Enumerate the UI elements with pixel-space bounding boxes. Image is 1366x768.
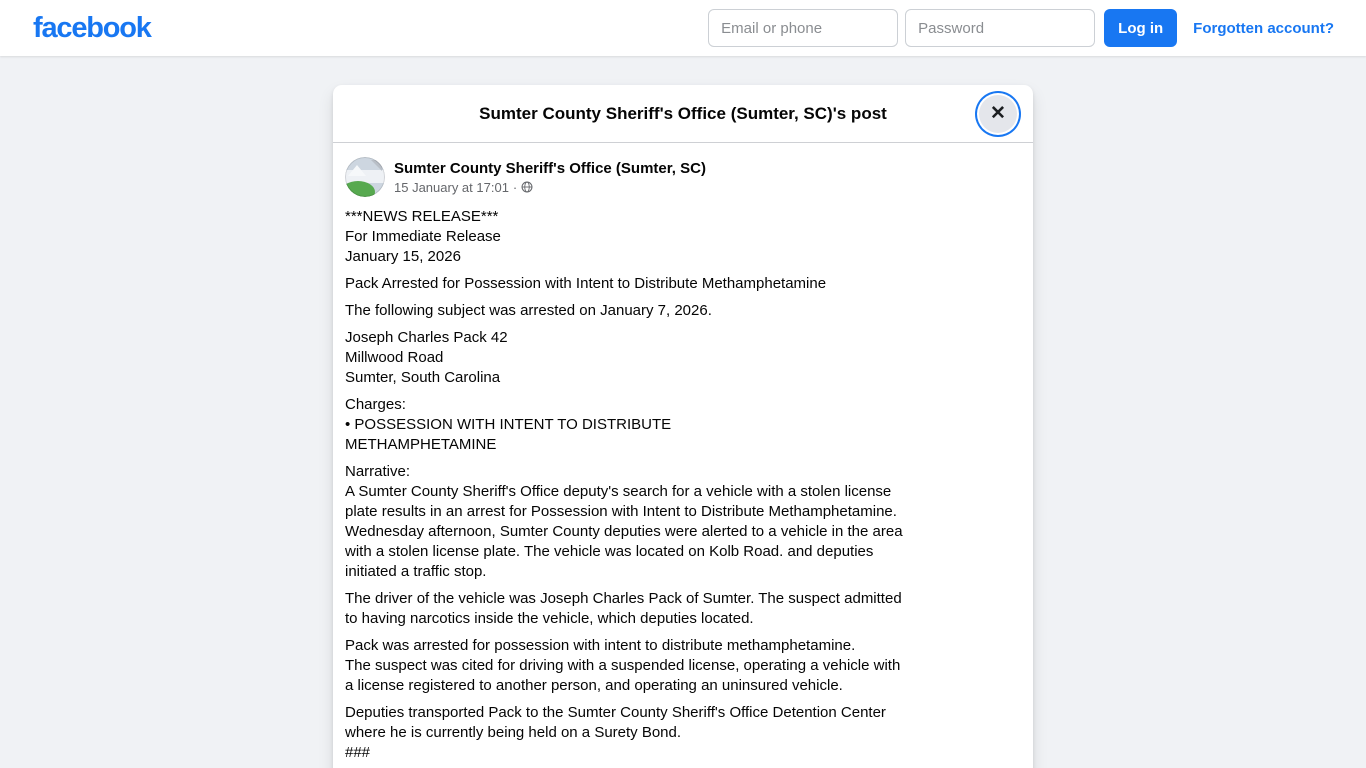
post-body	[345, 207, 1021, 763]
post-dialog	[333, 85, 1033, 768]
post-paragraph: ***NEWS RELEASE*** For Immediate Release January 15, 2026	[345, 208, 501, 265]
top-navigation-bar	[0, 0, 1366, 56]
password-input[interactable]	[905, 9, 1095, 47]
post-paragraph: The following subject was arrested on January 7, 2026.	[345, 302, 712, 319]
post-header-text	[394, 159, 706, 196]
post-meta	[394, 179, 706, 196]
avatar[interactable]	[345, 157, 385, 197]
close-button[interactable]	[979, 95, 1017, 133]
timestamp-link[interactable]: 15 January at 17:01	[394, 179, 509, 195]
post-paragraph: The driver of the vehicle was Joseph Charles Pack of Sumter. The suspect admitted to having narcotics inside the vehicle, which deputies located.	[345, 590, 902, 627]
post-paragraph: Joseph Charles Pack 42 Millwood Road Sumter, South Carolina	[345, 329, 508, 386]
login-button[interactable]: Log in	[1104, 9, 1177, 47]
globe-icon	[521, 181, 533, 193]
post-paragraph: Pack was arrested for possession with intent to distribute methamphetamine. The suspect was cited for driving with a suspended license, operating a vehicle with a license registered to another person, and operating an uninsured vehicle.	[345, 637, 901, 694]
post-paragraph: Pack Arrested for Possession with Intent to Distribute Methamphetamine	[345, 275, 827, 292]
forgotten-account-link[interactable]: Forgotten account?	[1193, 19, 1334, 37]
author-name-link[interactable]: Sumter County Sheriff's Office (Sumter, SC)	[394, 159, 706, 177]
login-form	[708, 9, 1334, 47]
facebook-logo[interactable]: facebook	[33, 11, 151, 44]
post-paragraph: Deputies transported Pack to the Sumter County Sheriff's Office Detention Center where he is currently being held on a Surety Bond. ###	[345, 704, 886, 761]
dialog-title: Sumter County Sheriff's Office (Sumter, SC)'s post	[479, 103, 887, 123]
dialog-header	[333, 85, 1033, 143]
meta-separator: ·	[512, 179, 518, 195]
close-icon: ✕	[990, 103, 1006, 124]
post-header	[345, 157, 1021, 197]
email-input[interactable]	[708, 9, 898, 47]
post-paragraph: Charges: • POSSESSION WITH INTENT TO DISTRIBUTE METHAMPHETAMINE	[345, 396, 672, 453]
post-paragraph: Narrative: A Sumter County Sheriff's Office deputy's search for a vehicle with a stolen license plate results in an arrest for Possession with Intent to Distribute Methamphetamine. Wednesday afternoon, Sumter County deputies were alerted to a vehicle in the area with a stolen license plate. The vehicle was located on Kolb Road. and deputies initiated a traffic stop.	[345, 463, 903, 580]
post	[333, 143, 1033, 768]
